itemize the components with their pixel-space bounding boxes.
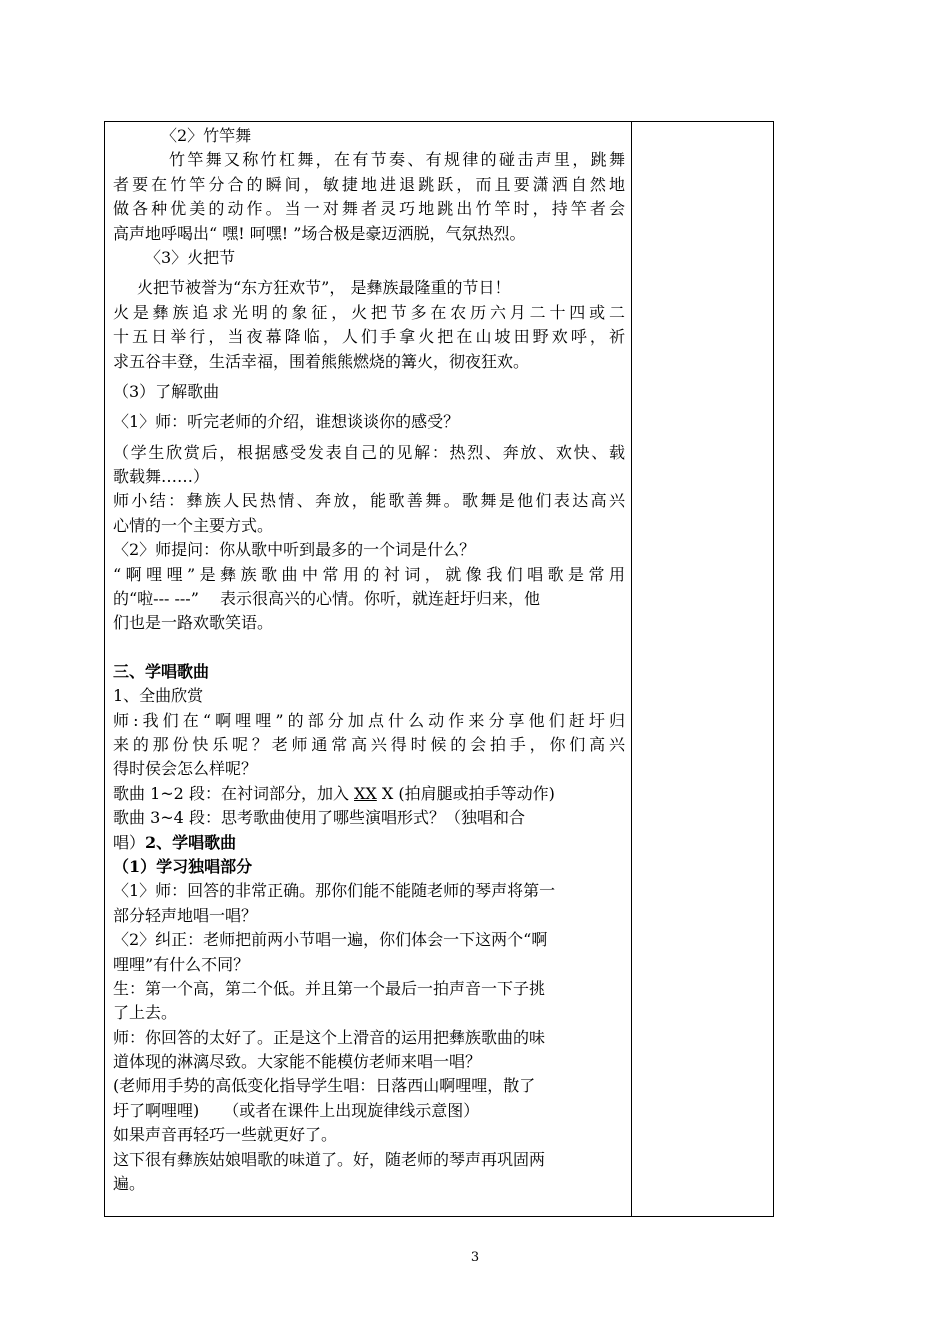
paragraph-line: 了上去。 — [113, 1003, 178, 1023]
content-cell — [113, 122, 625, 1196]
paragraph-line: 师：你回答的太好了。正是这个上滑音的运用把彝族歌曲的味 — [113, 1027, 546, 1047]
paragraph-line: 们也是一路欢歌笑语。 — [113, 613, 274, 633]
paragraph-line: 得时侯会怎么样呢？ — [113, 759, 258, 779]
paragraph-line: “啊哩哩”是彝族歌曲中常用的衬词，就像我们唱歌是常用 — [113, 564, 625, 584]
rhythm-underlined: XX — [354, 783, 377, 803]
subheading-bamboo-dance: 〈2〉竹竿舞 — [161, 126, 252, 145]
paragraph-line: 来的那份快乐呢？老师通常高兴得时候的会拍手，你们高兴 — [113, 734, 625, 754]
paragraph-line: 火是彝族追求光明的象征，火把节多在农历六月二十四或二 — [113, 302, 625, 322]
paragraph-line: 做各种优美的动作。当一对舞者灵巧地跳出竹竿时，持竿者会 — [113, 199, 625, 219]
paragraph-line: 〈1〉师：回答的非常正确。那你们能不能随老师的琴声将第一 — [113, 881, 556, 901]
paragraph-line: 〈1〉师：听完老师的介绍，谁想谈谈你的感受？ — [113, 412, 460, 432]
mixed-line — [113, 831, 625, 855]
paragraph-line: 竹竿舞又称竹杠舞，在有节奏、有规律的碰击声里，跳舞 — [169, 150, 625, 170]
paragraph-line: 哩哩”有什么不同？ — [113, 954, 250, 974]
paragraph-line: 歌载舞……） — [113, 467, 210, 487]
paragraph-line: 师:我们在“啊哩哩”的部分加点什么动作来分享他们赶圩归 — [113, 710, 625, 730]
rhythm-line — [113, 782, 625, 806]
rhythm-prefix: 歌曲 1~2 段：在衬词部分，加入 — [113, 783, 355, 803]
paragraph-line: 歌曲 3~4 段：思考歌曲使用了哪些演唱形式？（独唱和合 — [113, 808, 525, 828]
paragraph-line: 这下很有彝族姑娘唱歌的味道了。好，随老师的琴声再巩固两 — [113, 1149, 546, 1169]
paragraph-line: 求五谷丰登，生活幸福，围着熊熊燃烧的篝火，彻夜狂欢。 — [113, 351, 530, 371]
paragraph-line: 心情的一个主要方式。 — [113, 515, 274, 535]
paragraph-line: 火把节被誉为“东方狂欢节”， 是彝族最隆重的节日！ — [137, 278, 511, 298]
paragraph-line: 遍。 — [113, 1174, 146, 1194]
mixed-bold-heading: 2、学唱歌曲 — [145, 832, 237, 852]
paragraph-line: 如果声音再轻巧一些就更好了。 — [113, 1125, 338, 1145]
mixed-normal: 唱） — [113, 832, 146, 852]
paragraph-line: 高声地呼喝出“ 嘿! 呵嘿! ”场合极是豪迈洒脱，气氛热烈。 — [113, 223, 526, 243]
subheading-torch-festival: 〈3〉火把节 — [145, 247, 236, 267]
paragraph-line: 师小结：彝族人民热情、奔放，能歌善舞。歌舞是他们表达高兴 — [113, 491, 625, 511]
paragraph-line: 的“啦--- ---” 表示很高兴的心情。你听，就连赶圩归来，他 — [113, 589, 540, 609]
section-heading-learn-song: 三、学唱歌曲 — [113, 661, 210, 681]
paragraph-line: 者要在竹竿分合的瞬间，敏捷地进退跳跃，而且要潇洒自然地 — [113, 174, 625, 194]
notes-cell — [632, 122, 773, 1216]
paragraph-line: 十五日举行，当夜幕降临，人们手拿火把在山坡田野欢呼，祈 — [113, 327, 625, 347]
subsection-heading: （1）学习独唱部分 — [113, 856, 253, 876]
paragraph-line: 道体现的淋漓尽致。大家能不能模仿老师来唱一唱？ — [113, 1052, 482, 1072]
paragraph-line: (老师用手势的高低变化指导学生唱：日落西山啊哩哩，散了 — [113, 1076, 536, 1096]
paragraph-line: 圩了啊哩哩) （或者在课件上出现旋律线示意图） — [113, 1100, 480, 1120]
paragraph-line: 部分轻声地唱一唱？ — [113, 905, 258, 925]
page-number: 3 — [470, 1250, 480, 1265]
paragraph-line: 〈2〉纠正：老师把前两小节唱一遍，你们体会一下这两个“啊 — [113, 930, 548, 950]
paragraph-line: 1、全曲欣赏 — [113, 686, 204, 706]
section-heading: （3）了解歌曲 — [113, 381, 220, 401]
lesson-table — [104, 121, 774, 1217]
paragraph-line: （学生欣赏后，根据感受发表自己的见解：热烈、奔放、欢快、载 — [113, 442, 625, 462]
paragraph-line: 生：第一个高，第二个低。并且第一个最后一拍声音一下子挑 — [113, 978, 546, 998]
paragraph-line: 〈2〉师提问：你从歌中听到最多的一个词是什么？ — [113, 540, 476, 560]
rhythm-rest: X (拍肩腿或拍手等动作) — [376, 783, 555, 803]
